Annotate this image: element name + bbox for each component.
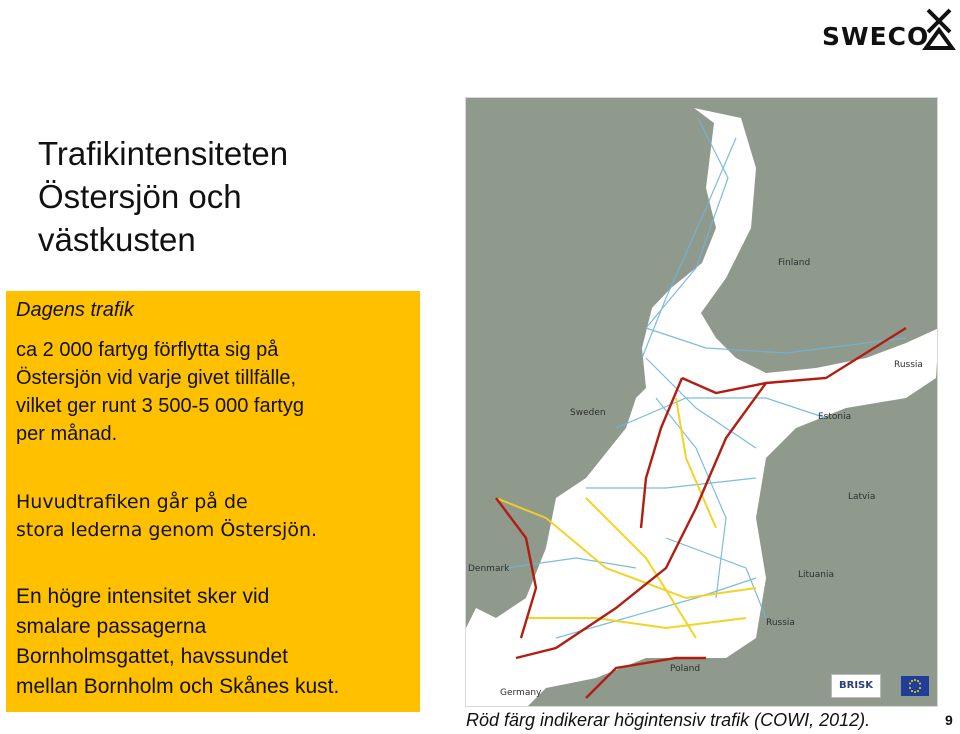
text-line: mellan Bornholm och Skånes kust. — [16, 675, 340, 698]
traffic-map — [465, 97, 938, 707]
eu-flag-icon — [901, 676, 929, 696]
map-label: Denmark — [468, 564, 510, 574]
text-line: stora lederna genom Östersjön. — [16, 519, 318, 541]
map-label: Germany — [500, 688, 542, 698]
info-paragraph — [16, 582, 421, 702]
eu-stars-icon — [901, 676, 929, 696]
info-subtitle: Dagens trafik — [16, 299, 134, 321]
info-paragraph — [16, 336, 421, 448]
map-label: Estonia — [818, 412, 852, 422]
map-label: Russia — [766, 618, 795, 628]
map-label: Sweden — [570, 408, 606, 418]
sweco-mark-icon — [922, 4, 956, 50]
map-label: Poland — [670, 664, 701, 674]
map-label: Finland — [778, 258, 811, 268]
sweco-wordmark: SWECO — [822, 22, 930, 51]
text-line: En högre intensitet sker vid — [16, 585, 270, 608]
text-line: Bornholmsgattet, havssundet — [16, 645, 288, 668]
sweco-logo — [822, 4, 956, 50]
info-paragraph — [16, 488, 421, 544]
text-line: vilket ger runt 3 500-5 000 fartyg — [16, 395, 304, 417]
info-box — [6, 291, 420, 712]
map-label: Lituania — [798, 570, 834, 580]
traffic-map-graphic — [466, 98, 938, 707]
map-caption: Röd färg indikerar högintensiv trafik (COWI, 2012). — [466, 710, 871, 730]
text-line: per månad. — [16, 423, 118, 445]
title-line: västkusten — [38, 221, 196, 258]
title-line: Östersjön och — [38, 178, 242, 215]
text-line: Östersjön vid varje givet tillfälle, — [16, 367, 297, 389]
text-line: Huvudtrafiken går på de — [16, 491, 248, 513]
text-line: ca 2 000 fartyg förflytta sig på — [16, 339, 279, 361]
text-line: smalare passagerna — [16, 615, 207, 638]
page-number: 9 — [945, 712, 953, 728]
map-label: Latvia — [848, 492, 876, 502]
title-line: Trafikintensiteten — [38, 135, 289, 172]
brisk-logo: BRISK — [831, 674, 881, 698]
map-label: Russia — [894, 360, 923, 370]
slide-title — [38, 132, 438, 261]
